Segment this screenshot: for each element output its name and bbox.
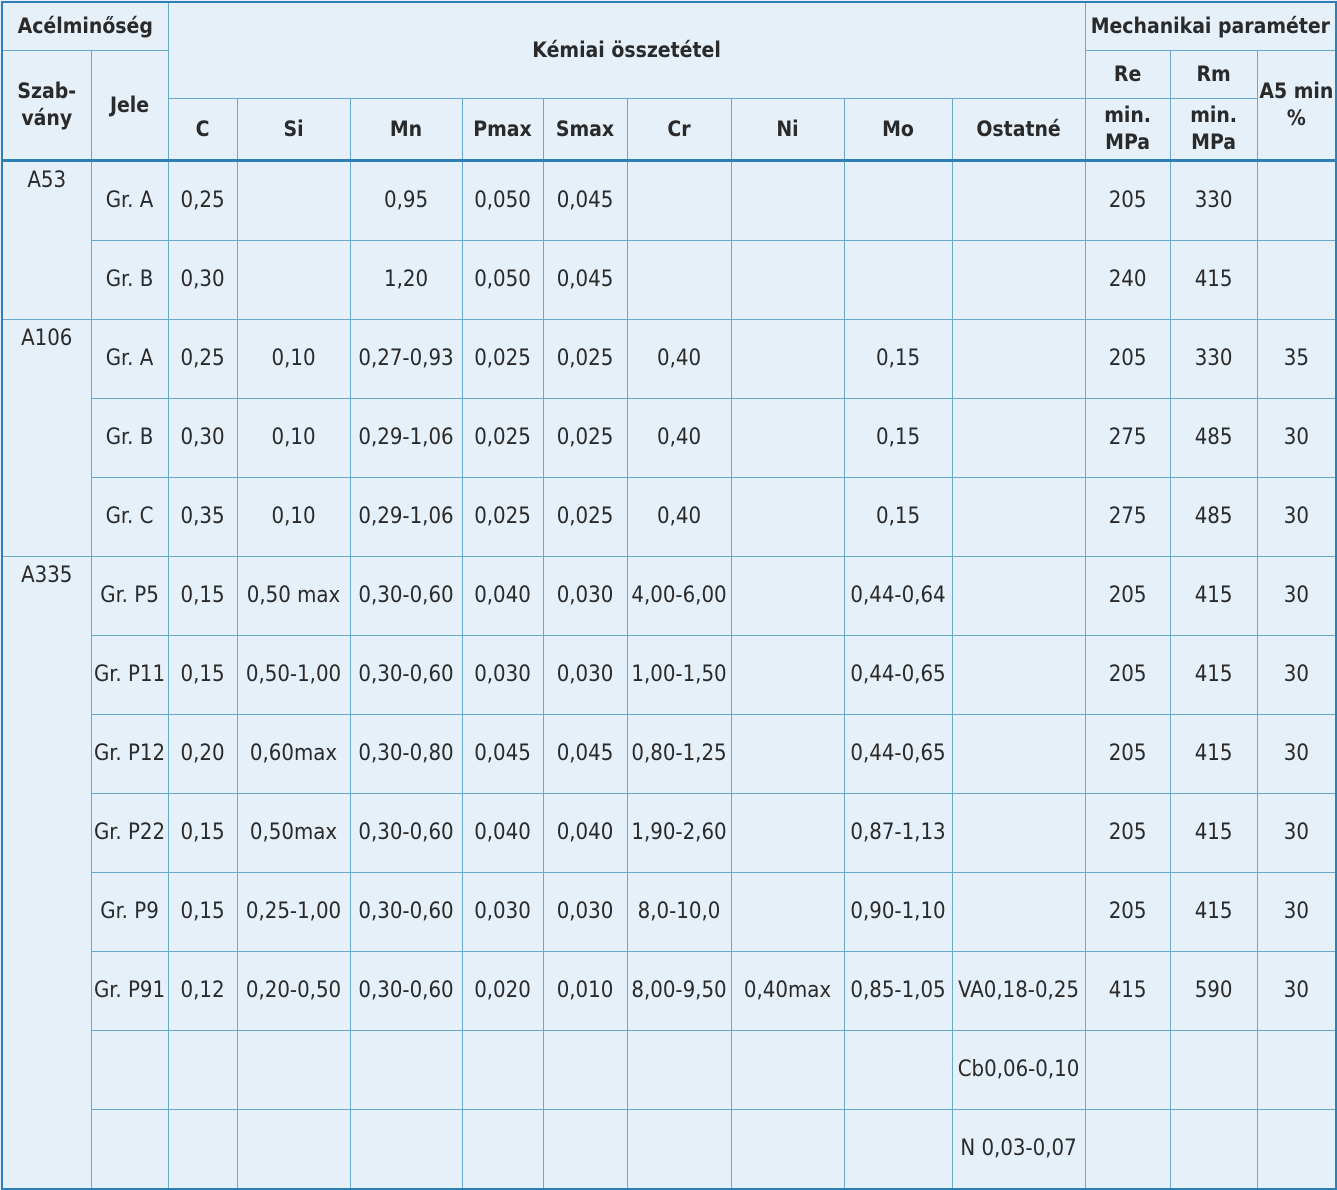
cell-cr: 0,40 xyxy=(627,477,731,556)
cell-cr: 1,90-2,60 xyxy=(627,793,731,872)
cell-a5: 30 xyxy=(1257,793,1336,872)
cell-pmax xyxy=(462,1109,543,1189)
cell-other xyxy=(952,793,1085,872)
cell-c xyxy=(168,1030,237,1109)
header-cr: Cr xyxy=(627,98,731,160)
cell-si: 0,50max xyxy=(237,793,350,872)
cell-mn: 0,27-0,93 xyxy=(350,319,462,398)
cell-standard: A53 xyxy=(2,160,91,319)
cell-cr xyxy=(627,1109,731,1189)
cell-a5: 30 xyxy=(1257,951,1336,1030)
cell-ni xyxy=(731,1030,844,1109)
cell-mn: 0,30-0,60 xyxy=(350,793,462,872)
header-rm: Rm xyxy=(1170,50,1257,98)
table-row xyxy=(2,872,1336,951)
cell-grade: Gr. P5 xyxy=(91,556,168,635)
cell-c xyxy=(168,1109,237,1189)
cell-smax: 0,030 xyxy=(543,872,627,951)
cell-mn xyxy=(350,1030,462,1109)
cell-rm: 485 xyxy=(1170,398,1257,477)
cell-pmax: 0,050 xyxy=(462,160,543,240)
cell-si xyxy=(237,160,350,240)
cell-grade: Gr. P11 xyxy=(91,635,168,714)
cell-a5: 30 xyxy=(1257,714,1336,793)
cell-rm: 330 xyxy=(1170,319,1257,398)
cell-pmax xyxy=(462,1030,543,1109)
cell-ni xyxy=(731,477,844,556)
cell-ni xyxy=(731,398,844,477)
cell-si: 0,50-1,00 xyxy=(237,635,350,714)
cell-a5 xyxy=(1257,1030,1336,1109)
cell-pmax: 0,020 xyxy=(462,951,543,1030)
cell-smax: 0,040 xyxy=(543,793,627,872)
cell-smax: 0,025 xyxy=(543,477,627,556)
table-row xyxy=(2,319,1336,398)
cell-cr xyxy=(627,240,731,319)
cell-mn: 0,29-1,06 xyxy=(350,398,462,477)
cell-cr: 8,00-9,50 xyxy=(627,951,731,1030)
cell-rm: 590 xyxy=(1170,951,1257,1030)
cell-re: 205 xyxy=(1085,635,1170,714)
cell-mn: 0,30-0,60 xyxy=(350,872,462,951)
header-mechanical-parameters: Mechanikai paraméter xyxy=(1085,2,1336,50)
cell-cr: 0,80-1,25 xyxy=(627,714,731,793)
cell-mo: 0,90-1,10 xyxy=(844,872,952,951)
cell-other xyxy=(952,398,1085,477)
cell-c: 0,15 xyxy=(168,635,237,714)
header-pmax: Pmax xyxy=(462,98,543,160)
header-ni: Ni xyxy=(731,98,844,160)
cell-re xyxy=(1085,1109,1170,1189)
cell-a5: 35 xyxy=(1257,319,1336,398)
cell-a5: 30 xyxy=(1257,872,1336,951)
table-row xyxy=(2,951,1336,1030)
cell-pmax: 0,025 xyxy=(462,477,543,556)
cell-c: 0,30 xyxy=(168,240,237,319)
cell-other xyxy=(952,477,1085,556)
cell-pmax: 0,045 xyxy=(462,714,543,793)
cell-smax xyxy=(543,1030,627,1109)
cell-a5: 30 xyxy=(1257,477,1336,556)
cell-pmax: 0,025 xyxy=(462,398,543,477)
cell-pmax: 0,050 xyxy=(462,240,543,319)
cell-grade xyxy=(91,1109,168,1189)
cell-si xyxy=(237,1030,350,1109)
cell-other xyxy=(952,240,1085,319)
header-re: Re xyxy=(1085,50,1170,98)
header-steel-quality: Acélminőség xyxy=(2,2,168,50)
cell-cr: 8,0-10,0 xyxy=(627,872,731,951)
cell-pmax: 0,030 xyxy=(462,635,543,714)
cell-grade: Gr. B xyxy=(91,398,168,477)
table-row xyxy=(2,160,1336,240)
cell-ni xyxy=(731,793,844,872)
cell-other: Cb0,06-0,10 xyxy=(952,1030,1085,1109)
cell-re: 205 xyxy=(1085,793,1170,872)
cell-mo xyxy=(844,240,952,319)
cell-cr xyxy=(627,160,731,240)
cell-ni xyxy=(731,240,844,319)
header-a5 xyxy=(1257,50,1336,160)
cell-rm: 415 xyxy=(1170,872,1257,951)
cell-cr: 1,00-1,50 xyxy=(627,635,731,714)
cell-si xyxy=(237,240,350,319)
cell-mo: 0,15 xyxy=(844,319,952,398)
cell-a5 xyxy=(1257,1109,1336,1189)
header-chemical-composition: Kémiai összetétel xyxy=(168,2,1085,98)
cell-a5: 30 xyxy=(1257,398,1336,477)
cell-mo: 0,15 xyxy=(844,398,952,477)
cell-mo xyxy=(844,160,952,240)
cell-ni xyxy=(731,714,844,793)
cell-re: 205 xyxy=(1085,872,1170,951)
cell-mo: 0,44-0,65 xyxy=(844,714,952,793)
cell-mn xyxy=(350,1109,462,1189)
cell-c: 0,30 xyxy=(168,398,237,477)
header-standard-line1: Szab- xyxy=(17,79,77,104)
cell-mo: 0,87-1,13 xyxy=(844,793,952,872)
cell-c: 0,20 xyxy=(168,714,237,793)
cell-cr xyxy=(627,1030,731,1109)
cell-a5: 30 xyxy=(1257,556,1336,635)
cell-other xyxy=(952,319,1085,398)
cell-grade: Gr. P9 xyxy=(91,872,168,951)
cell-a5 xyxy=(1257,240,1336,319)
cell-grade: Gr. A xyxy=(91,319,168,398)
table-row xyxy=(2,556,1336,635)
cell-mn: 0,95 xyxy=(350,160,462,240)
table-row xyxy=(2,477,1336,556)
cell-grade: Gr. A xyxy=(91,160,168,240)
cell-c: 0,15 xyxy=(168,556,237,635)
cell-mn: 0,30-0,80 xyxy=(350,714,462,793)
cell-smax: 0,025 xyxy=(543,398,627,477)
cell-pmax: 0,030 xyxy=(462,872,543,951)
cell-si: 0,10 xyxy=(237,319,350,398)
cell-other: VA0,18-0,25 xyxy=(952,951,1085,1030)
header-si: Si xyxy=(237,98,350,160)
cell-c: 0,35 xyxy=(168,477,237,556)
table-row xyxy=(2,793,1336,872)
header-rm-unit-line2: MPa xyxy=(1191,129,1237,154)
cell-c: 0,25 xyxy=(168,319,237,398)
cell-mn: 0,29-1,06 xyxy=(350,477,462,556)
cell-si xyxy=(237,1109,350,1189)
cell-re: 275 xyxy=(1085,477,1170,556)
header-rm-unit-line1: min. xyxy=(1190,103,1237,128)
cell-rm: 415 xyxy=(1170,240,1257,319)
header-smax: Smax xyxy=(543,98,627,160)
cell-other: N 0,03-0,07 xyxy=(952,1109,1085,1189)
cell-ni xyxy=(731,1109,844,1189)
cell-smax: 0,045 xyxy=(543,714,627,793)
cell-rm: 485 xyxy=(1170,477,1257,556)
header-mn: Mn xyxy=(350,98,462,160)
cell-ni xyxy=(731,872,844,951)
cell-c: 0,15 xyxy=(168,793,237,872)
cell-pmax: 0,040 xyxy=(462,793,543,872)
table-row xyxy=(2,240,1336,319)
cell-ni: 0,40max xyxy=(731,951,844,1030)
cell-cr: 4,00-6,00 xyxy=(627,556,731,635)
cell-re: 415 xyxy=(1085,951,1170,1030)
cell-smax: 0,010 xyxy=(543,951,627,1030)
cell-mo xyxy=(844,1030,952,1109)
cell-mn: 0,30-0,60 xyxy=(350,556,462,635)
cell-cr: 0,40 xyxy=(627,319,731,398)
cell-rm: 415 xyxy=(1170,635,1257,714)
table-row xyxy=(2,635,1336,714)
cell-re: 240 xyxy=(1085,240,1170,319)
cell-pmax: 0,040 xyxy=(462,556,543,635)
cell-smax: 0,030 xyxy=(543,556,627,635)
cell-other xyxy=(952,872,1085,951)
cell-cr: 0,40 xyxy=(627,398,731,477)
cell-a5: 30 xyxy=(1257,635,1336,714)
cell-smax xyxy=(543,1109,627,1189)
cell-re: 205 xyxy=(1085,556,1170,635)
steel-grade-table xyxy=(1,1,1337,1190)
cell-rm: 330 xyxy=(1170,160,1257,240)
cell-c: 0,12 xyxy=(168,951,237,1030)
cell-grade: Gr. P91 xyxy=(91,951,168,1030)
table-row xyxy=(2,1109,1336,1189)
cell-rm: 415 xyxy=(1170,793,1257,872)
cell-mo: 0,44-0,65 xyxy=(844,635,952,714)
cell-ni xyxy=(731,160,844,240)
header-c: C xyxy=(168,98,237,160)
cell-smax: 0,030 xyxy=(543,635,627,714)
cell-mo: 0,85-1,05 xyxy=(844,951,952,1030)
cell-re: 205 xyxy=(1085,714,1170,793)
cell-re: 205 xyxy=(1085,160,1170,240)
cell-other xyxy=(952,556,1085,635)
header-mo: Mo xyxy=(844,98,952,160)
header-grade: Jele xyxy=(91,50,168,160)
cell-rm xyxy=(1170,1109,1257,1189)
cell-c: 0,15 xyxy=(168,872,237,951)
header-re-unit-line2: MPa xyxy=(1105,129,1151,154)
table-row xyxy=(2,398,1336,477)
cell-mo xyxy=(844,1109,952,1189)
cell-pmax: 0,025 xyxy=(462,319,543,398)
cell-a5 xyxy=(1257,160,1336,240)
header-a5-line1: A5 min xyxy=(1259,79,1334,104)
cell-si: 0,10 xyxy=(237,398,350,477)
cell-standard: A335 xyxy=(2,556,91,1189)
cell-mn: 0,30-0,60 xyxy=(350,635,462,714)
cell-rm xyxy=(1170,1030,1257,1109)
cell-grade xyxy=(91,1030,168,1109)
cell-standard: A106 xyxy=(2,319,91,556)
cell-si: 0,25-1,00 xyxy=(237,872,350,951)
cell-grade: Gr. B xyxy=(91,240,168,319)
cell-si: 0,60max xyxy=(237,714,350,793)
cell-other xyxy=(952,160,1085,240)
cell-ni xyxy=(731,319,844,398)
header-rm-unit xyxy=(1170,98,1257,160)
cell-grade: Gr. P22 xyxy=(91,793,168,872)
cell-other xyxy=(952,635,1085,714)
header-standard-line2: vány xyxy=(21,105,73,130)
cell-rm: 415 xyxy=(1170,556,1257,635)
cell-si: 0,50 max xyxy=(237,556,350,635)
cell-si: 0,20-0,50 xyxy=(237,951,350,1030)
cell-smax: 0,045 xyxy=(543,160,627,240)
cell-re xyxy=(1085,1030,1170,1109)
cell-mn: 1,20 xyxy=(350,240,462,319)
cell-ni xyxy=(731,635,844,714)
header-other: Ostatné xyxy=(952,98,1085,160)
table-row xyxy=(2,1030,1336,1109)
cell-mo: 0,15 xyxy=(844,477,952,556)
cell-other xyxy=(952,714,1085,793)
cell-grade: Gr. P12 xyxy=(91,714,168,793)
cell-re: 275 xyxy=(1085,398,1170,477)
header-standard xyxy=(2,50,91,160)
cell-grade: Gr. C xyxy=(91,477,168,556)
cell-smax: 0,025 xyxy=(543,319,627,398)
table-row xyxy=(2,714,1336,793)
header-re-unit xyxy=(1085,98,1170,160)
cell-re: 205 xyxy=(1085,319,1170,398)
cell-si: 0,10 xyxy=(237,477,350,556)
table-body xyxy=(2,160,1336,1189)
header-re-unit-line1: min. xyxy=(1104,103,1151,128)
cell-smax: 0,045 xyxy=(543,240,627,319)
cell-mn: 0,30-0,60 xyxy=(350,951,462,1030)
cell-rm: 415 xyxy=(1170,714,1257,793)
cell-ni xyxy=(731,556,844,635)
cell-c: 0,25 xyxy=(168,160,237,240)
cell-mo: 0,44-0,64 xyxy=(844,556,952,635)
header-a5-line2: % xyxy=(1286,105,1306,130)
